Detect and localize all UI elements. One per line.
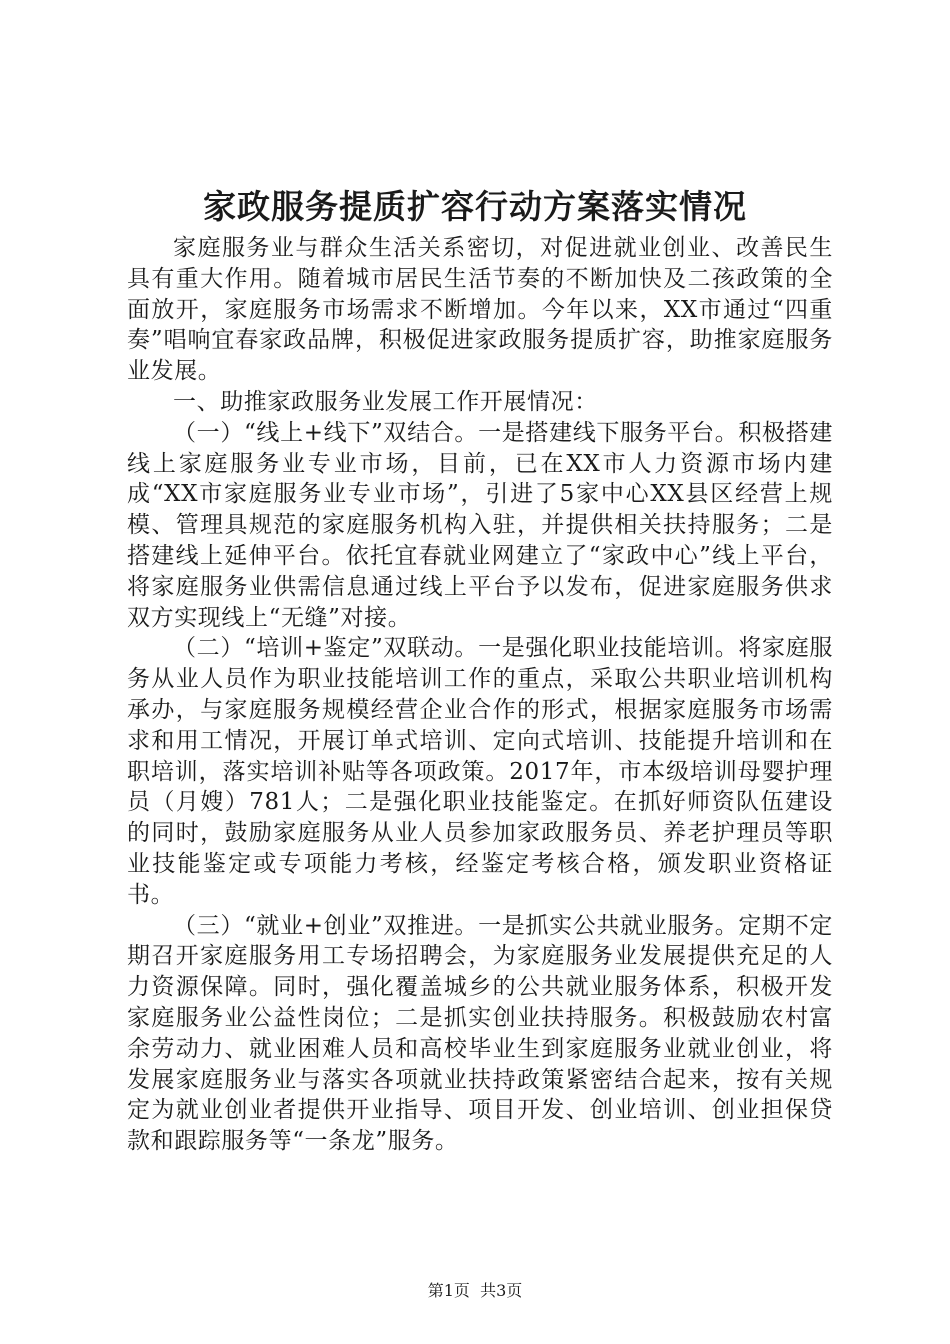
page-number: 第1页 — [427, 1281, 470, 1300]
page-total: 共3页 — [480, 1281, 523, 1300]
document-title: 家政服务提质扩容行动方案落实情况 — [203, 187, 747, 226]
section-heading: 一、助推家政服务业发展工作开展情况： — [173, 388, 598, 415]
subsection-paragraph-1: （一）“线上+线下”双结合。一是搭建线下服务平台。积极搭建线上家庭服务业专业市场，目前，已在XX市人力资源市场内建成“XX市家庭服务业专业市场”，引进了5家中心XX县区经营上规模、管理具规范的家庭服务机构入驻，并提供相关扶持服务；二是搭建线上延伸平台。依托宜春就业网建立了“家政中心”线上平台，将家庭服务业供需信息通过线上平台予以发布，促进家庭服务供求双方实现线上“无缝”对接。 — [127, 419, 833, 631]
subsection-paragraph-2: （二）“培训+鉴定”双联动。一是强化职业技能培训。将家庭服务从业人员作为职业技能培训工作的重点，采取公共职业培训机构承办，与家庭服务规模经营企业合作的形式，根据家庭服务市场需求和用工情况，开展订单式培训、定向式培训、技能提升培训和在职培训，落实培训补贴等各项政策。2017年，市本级培训母婴护理员（月嫂）781人；二是强化职业技能鉴定。在抓好师资队伍建设的同时，鼓励家庭服务从业人员参加家政服务员、养老护理员等职业技能鉴定或专项能力考核，经鉴定考核合格，颁发职业资格证书。 — [127, 635, 833, 908]
subsection-paragraph-3: （三）“就业+创业”双推进。一是抓实公共就业服务。定期不定期召开家庭服务用工专场招聘会，为家庭服务业发展提供充足的人力资源保障。同时，强化覆盖城乡的公共就业服务体系，积极开发家庭服务业公益性岗位；二是抓实创业扶持服务。积极鼓励农村富余劳动力、就业困难人员和高校毕业生到家庭服务业就业创业，将发展家庭服务业与落实各项就业扶持政策紧密结合起来，按有关规定为就业创业者提供开业指导、项目开发、创业培训、创业担保贷款和跟踪服务等“一条龙”服务。 — [127, 912, 833, 1155]
intro-paragraph: 家庭服务业与群众生活关系密切，对促进就业创业、改善民生具有重大作用。随着城市居民生活节奏的不断加快及二孩政策的全面放开，家庭服务市场需求不断增加。今年以来，XX市通过“四重奏”唱响宜春家政品牌，积极促进家政服务提质扩容，助推家庭服务业发展。 — [127, 235, 833, 385]
document-body — [127, 233, 833, 1157]
page-footer — [0, 1280, 950, 1302]
